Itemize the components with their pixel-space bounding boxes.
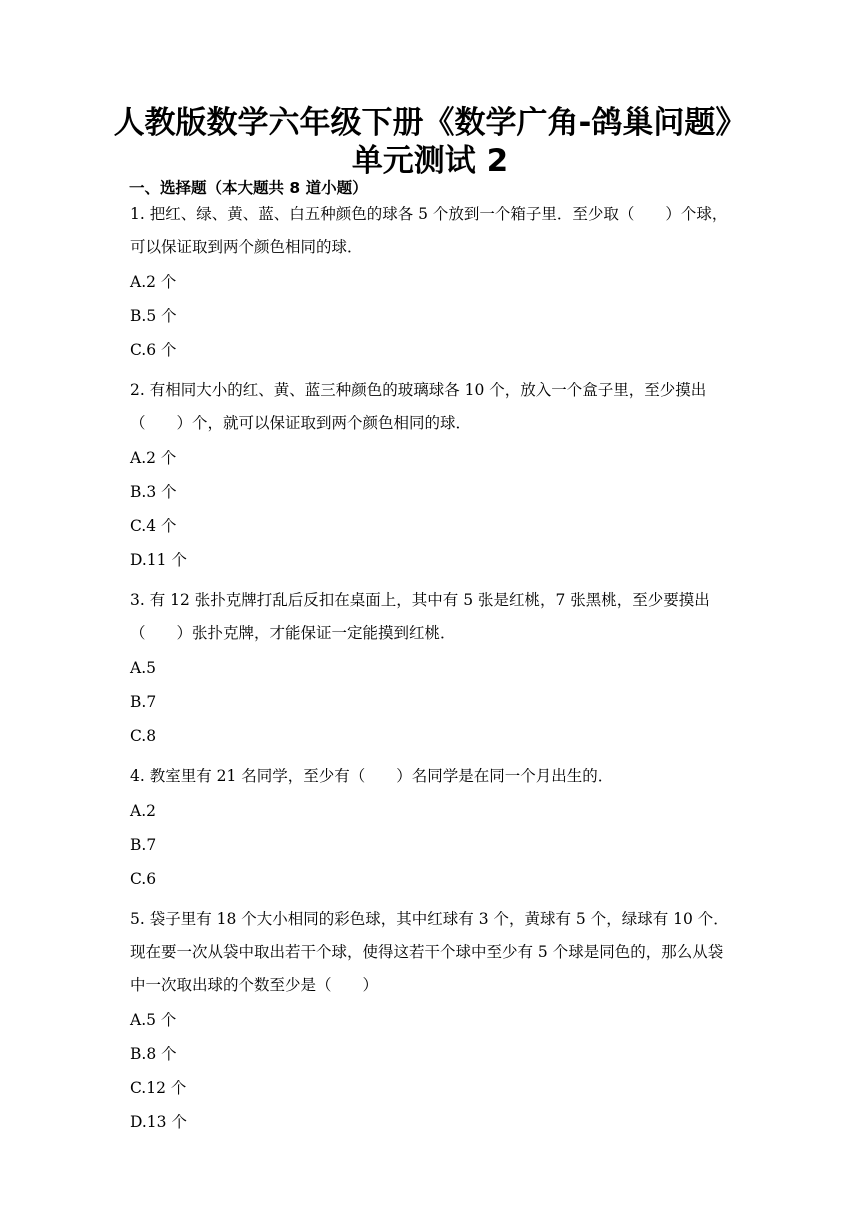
option-c: C.4 个	[130, 517, 177, 535]
option-d: D.13 个	[130, 1113, 187, 1131]
option-b: B.8 个	[130, 1045, 177, 1063]
option-c: C.6	[130, 870, 157, 888]
question-4	[130, 760, 735, 903]
option-b: B.3 个	[130, 483, 177, 501]
option-b: B.7	[130, 836, 157, 854]
question-text: 3. 有 12 张扑克牌打乱后反扣在桌面上，其中有 5 张是红桃，7 张黑桃，至少要摸出（ ）张扑克牌，才能保证一定能摸到红桃．	[130, 591, 710, 642]
option-a: A.2 个	[130, 449, 177, 467]
question-5	[130, 903, 735, 1146]
option-b: B.7	[130, 693, 157, 711]
question-2	[130, 374, 735, 584]
question-1	[130, 198, 735, 374]
option-a: A.2 个	[130, 273, 177, 291]
option-a: A.2	[130, 802, 156, 820]
question-text: 4. 教室里有 21 名同学，至少有（ ）名同学是在同一个月出生的．	[130, 767, 614, 785]
question-text: 1. 把红、绿、黄、蓝、白五种颜色的球各 5 个放到一个箱子里．至少取（ ）个球，可以保证取到两个颜色相同的球．	[130, 205, 728, 256]
section-heading: 一、选择题（本大题共 8 道小题）	[129, 179, 368, 197]
option-c: C.12 个	[130, 1079, 187, 1097]
option-c: C.8	[130, 727, 157, 745]
question-list	[130, 198, 735, 1146]
question-3	[130, 584, 735, 760]
option-a: A.5	[130, 659, 156, 677]
option-c: C.6 个	[130, 341, 177, 359]
option-a: A.5 个	[130, 1011, 177, 1029]
option-d: D.11 个	[130, 551, 187, 569]
option-b: B.5 个	[130, 307, 177, 325]
document-title-line1: 人教版数学六年级下册《数学广角-鸽巢问题》	[113, 105, 747, 141]
question-text: 2. 有相同大小的红、黄、蓝三种颜色的玻璃球各 10 个，放入一个盒子里，至少摸出（ ）个，就可以保证取到两个颜色相同的球．	[130, 381, 707, 432]
document-title-line2: 单元测试 2	[351, 143, 509, 179]
question-text: 5. 袋子里有 18 个大小相同的彩色球，其中红球有 3 个，黄球有 5 个，绿球有 10 个．现在要一次从袋中取出若干个球，使得这若干个球中至少有 5 个球是同色的，那么从袋中一次取出球的个数至少是（ ）	[130, 910, 729, 994]
